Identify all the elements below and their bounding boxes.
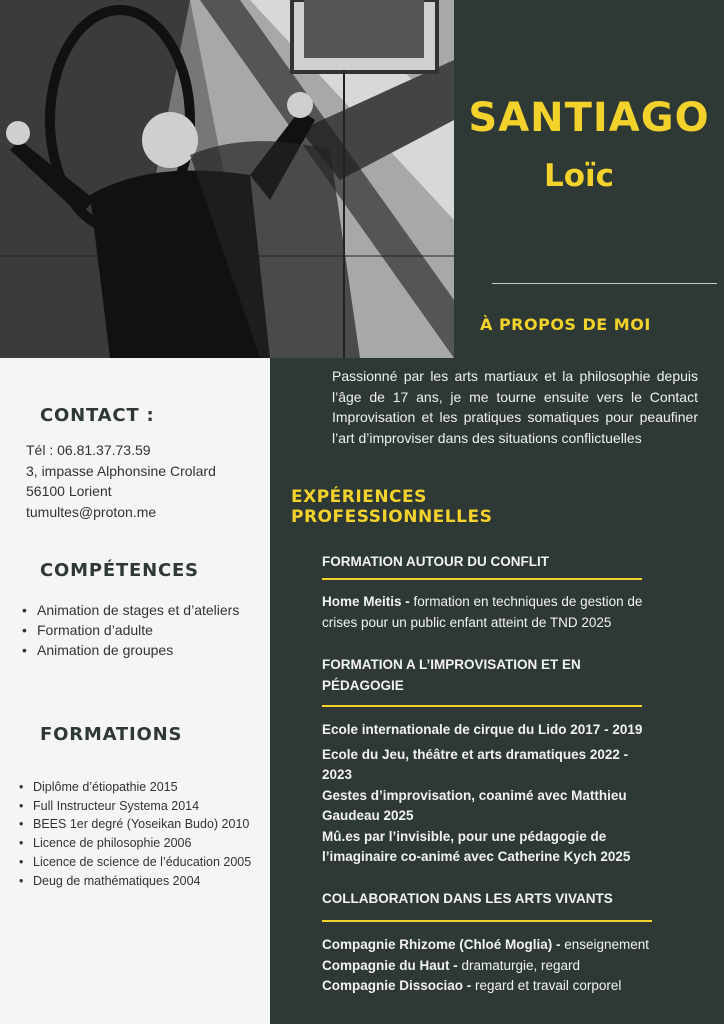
arts-entries <box>322 935 702 997</box>
about-title: À PROPOS DE MOI <box>480 315 651 334</box>
entry-desc: dramaturgie, regard <box>457 957 581 973</box>
entry-desc: regard et travail corporel <box>471 978 622 993</box>
skills-list <box>22 600 262 660</box>
portrait-illustration <box>0 0 454 358</box>
heading-underline <box>322 920 652 922</box>
formation-item: • Diplôme d’étiopathie 2015 <box>19 778 270 797</box>
experience-entry: Ecole du Jeu, théâtre et arts dramatiques 2022 - 2023 <box>322 746 629 782</box>
heading-underline <box>322 578 642 580</box>
entry-org: Compagnie Dissociao - <box>322 978 472 993</box>
improv-entries <box>322 720 652 868</box>
formations-title: FORMATIONS <box>40 724 183 745</box>
experience-entry <box>322 592 662 633</box>
experience-heading-conflict: FORMATION AUTOUR DU CONFLIT <box>322 554 549 569</box>
experience-heading-arts: COLLABORATION DANS LES ARTS VIVANTS <box>322 891 613 906</box>
first-name: Loïc <box>543 158 615 194</box>
formations-list <box>19 778 270 890</box>
experience-title-line2: PROFESSIONNELLES <box>291 507 493 527</box>
formation-item: • Full Instructeur Systema 2014 <box>19 797 270 816</box>
contact-phone: Tél : 06.81.37.73.59 <box>26 442 151 458</box>
skills-title: COMPÉTENCES <box>40 560 199 581</box>
skill-item: • Formation d’adulte <box>22 620 262 640</box>
entry-desc: formation en techniques de gestion de crises pour un public enfant atteint de TND 2025 <box>322 594 643 630</box>
about-text: Passionné par les arts martiaux et la philosophie depuis l’âge de 17 ans, je me tourne ensuite vers le Contact Improvisation et les pratiques somatiques pour peaufiner l’art d’improviser dans des situations conflictuelles <box>332 368 698 446</box>
skill-item: • Animation de stages et d’ateliers <box>22 600 262 620</box>
contact-email[interactable]: tumultes@proton.me <box>26 503 157 520</box>
heading-underline <box>322 705 642 707</box>
entry-org: Compagnie Rhizome (Chloé Moglia) - <box>322 937 561 952</box>
formation-item: • Deug de mathématiques 2004 <box>19 872 270 891</box>
entry-desc: enseignement <box>560 937 650 952</box>
formation-item: • Licence de science de l’éducation 2005 <box>19 853 270 872</box>
left-sidebar <box>0 358 270 1024</box>
contact-title: CONTACT : <box>40 405 155 426</box>
experience-entry: Gestes d’improvisation, coanimé avec Matthieu Gaudeau 2025 <box>322 787 627 823</box>
contact-address-line2: 56100 Lorient <box>26 483 112 499</box>
formation-item: • BEES 1er degré (Yoseikan Budo) 2010 <box>19 815 270 834</box>
experience-entry <box>322 935 702 956</box>
entry-org: Home Meitis - <box>322 594 410 609</box>
experience-title <box>291 487 492 527</box>
entry-org: Compagnie du Haut - <box>322 957 458 973</box>
experience-entry: Mû.es par l’invisible, pour une pédagogie de l’imaginaire co-animé avec Catherine Kych 2025 <box>322 828 631 864</box>
name-header <box>454 0 724 358</box>
formation-item: • Licence de philosophie 2006 <box>19 834 270 853</box>
contact-address-line1: 3, impasse Alphonsine Crolard <box>26 462 216 479</box>
experience-title-line1: EXPÉRIENCES <box>291 487 427 507</box>
contact-info <box>26 440 216 522</box>
experience-entry: Ecole internationale de cirque du Lido 2017 - 2019 <box>322 722 643 737</box>
experience-entry <box>322 956 702 977</box>
surname: SANTIAGO <box>468 95 710 141</box>
experience-heading-improv: FORMATION A L’IMPROVISATION ET EN PÉDAGOGIE <box>322 657 581 693</box>
header-divider <box>492 283 717 284</box>
experience-entry <box>322 976 702 997</box>
skill-item: • Animation de groupes <box>22 640 262 660</box>
portrait-photo <box>0 0 454 358</box>
